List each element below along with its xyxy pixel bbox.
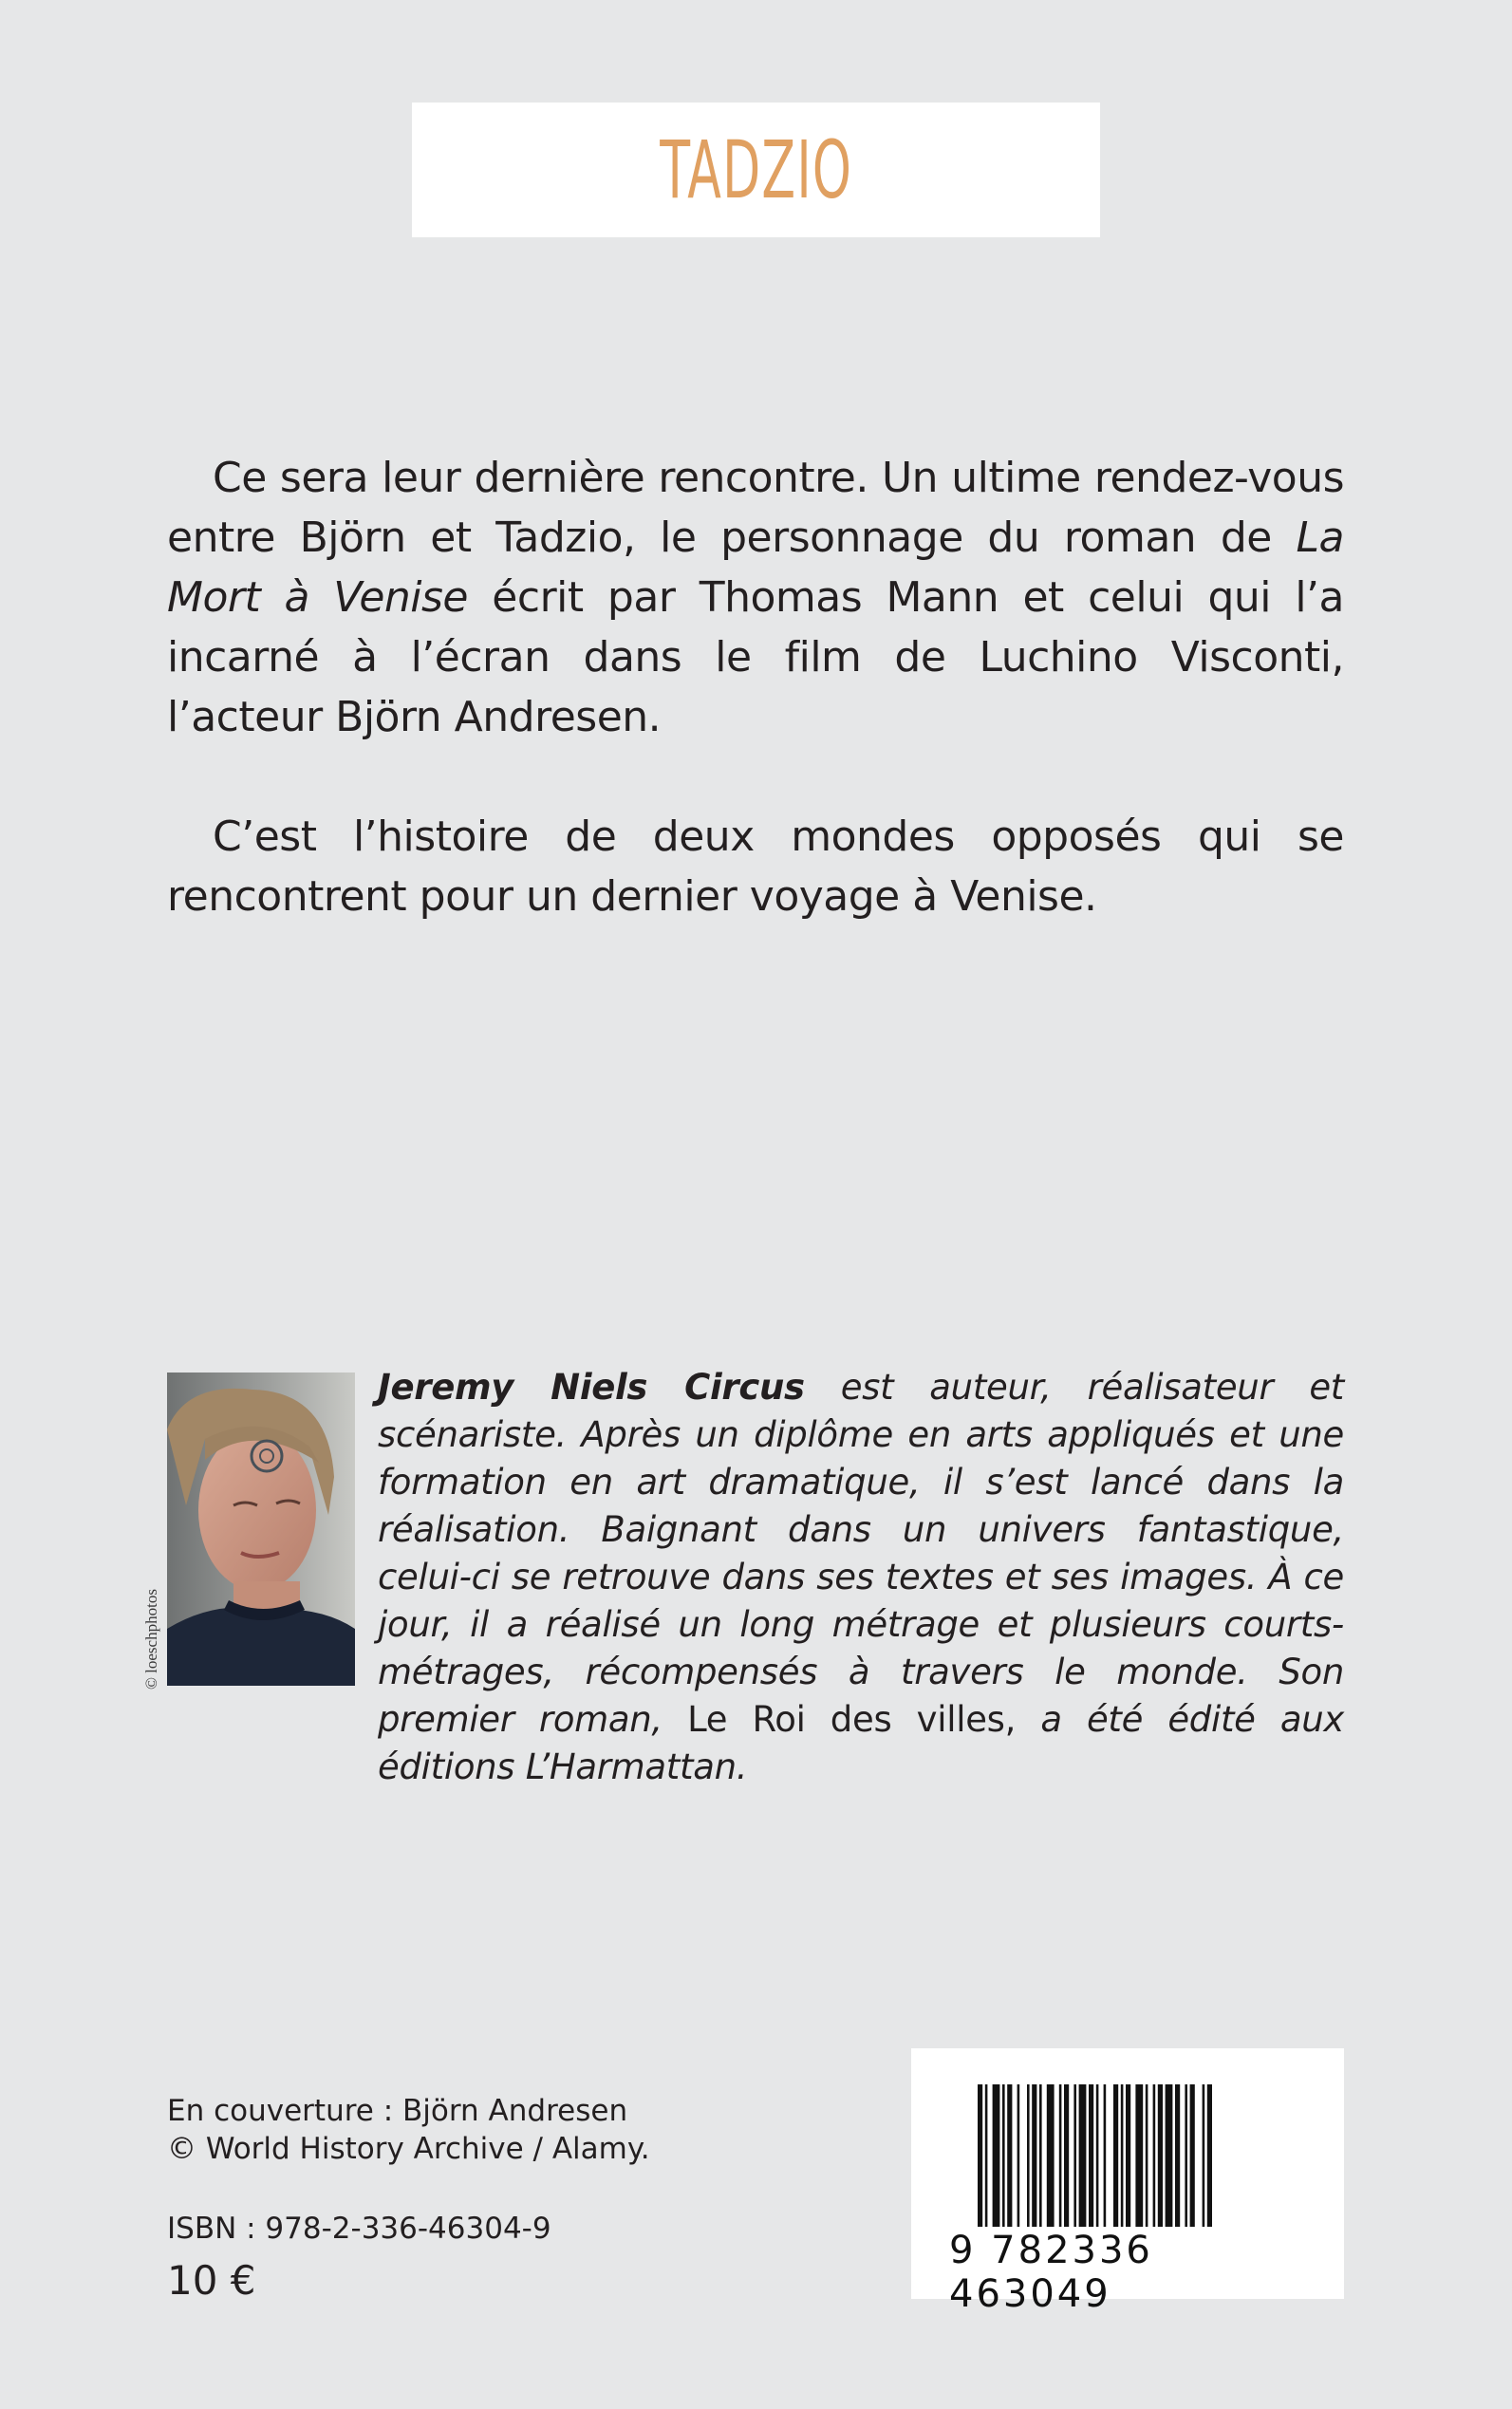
barcode-bar [1146, 2084, 1148, 2227]
author-portrait-image [167, 1373, 355, 1686]
barcode-bar [1032, 2084, 1036, 2227]
barcode-bar [1064, 2084, 1069, 2227]
cover-credit-line-1: En couverture : Björn Andresen [167, 2094, 628, 2128]
barcode-bar [1059, 2084, 1062, 2227]
first-novel-title: Le Roi des villes, [687, 1699, 1017, 1740]
barcode-bar [1121, 2084, 1124, 2227]
barcode-bar [1185, 2084, 1187, 2227]
author-photo [167, 1373, 355, 1686]
barcode-bar [1002, 2084, 1005, 2227]
barcode-bar [1175, 2084, 1180, 2227]
barcode-bar [1203, 2084, 1205, 2227]
barcode-bars-image [911, 2048, 1344, 2238]
barcode-bar [1007, 2084, 1012, 2227]
barcode-bar [1073, 2084, 1076, 2227]
blurb [167, 448, 1344, 926]
barcode-bar [1079, 2084, 1087, 2227]
barcode-bar [1158, 2084, 1163, 2227]
cover-credit [167, 2092, 650, 2168]
barcode-bar [1047, 2084, 1055, 2227]
barcode-bar [1017, 2084, 1020, 2227]
barcode-bar [1126, 2084, 1130, 2227]
title-box [412, 103, 1100, 237]
price: 10 € [167, 2257, 256, 2304]
barcode [911, 2048, 1344, 2316]
author-bio: Jeremy Niels Circus est auteur, réalisateur et scénariste. Après un diplôme en arts appliqués et une formation en art dramatique, il s’est lancé dans la réalisation. Baignant dans un univers fantastique, celui-ci se retrouve dans ses textes et ses images. À ce jour, il a réalisé un long métrage et plusieurs courts-métrages, récompensés à travers le monde. Son premier roman, Le Roi des villes, a été édité aux éditions L’Harmattan. [378, 1367, 1345, 1787]
barcode-bar [1089, 2084, 1093, 2227]
barcode-bar [1166, 2084, 1173, 2227]
barcode-bar [1096, 2084, 1099, 2227]
barcode-bar [1104, 2084, 1107, 2227]
barcode-bar [1207, 2084, 1212, 2227]
barcode-bar [1039, 2084, 1042, 2227]
barcode-bar [1027, 2084, 1030, 2227]
blurb-paragraph-1: Ce sera leur dernière rencontre. Un ultime rendez-vous entre Björn et Tadzio, le personnage du roman de La Mort à Venise écrit par Thomas Mann et celui qui l’a incarné à l’écran dans le film de Luchino Visconti, l’acteur Björn Andresen. [167, 454, 1345, 741]
novel-title: La Mort à Venise [167, 514, 1344, 622]
barcode-bar [1135, 2084, 1143, 2227]
barcode-bar [1190, 2084, 1195, 2227]
blurb-paragraph-2: C’est l’histoire de deux mondes opposés qui se rencontrent pour un dernier voyage à Venise. [167, 812, 1344, 921]
isbn: ISBN : 978-2-336-46304-9 [167, 2212, 551, 2246]
cover-credit-line-2: © World History Archive / Alamy. [167, 2132, 650, 2166]
photo-credit: © loeschphotos [142, 1589, 160, 1690]
barcode-bar [978, 2084, 982, 2227]
barcode-bar [1153, 2084, 1156, 2227]
book-title: TADZIO [660, 123, 852, 216]
barcode-digits: 9 782336 463049 [949, 2229, 1153, 2316]
author-name: Jeremy Niels Circus [378, 1367, 805, 1408]
barcode-bar [1113, 2084, 1118, 2227]
barcode-bar [993, 2084, 1000, 2227]
barcode-bar [985, 2084, 988, 2227]
